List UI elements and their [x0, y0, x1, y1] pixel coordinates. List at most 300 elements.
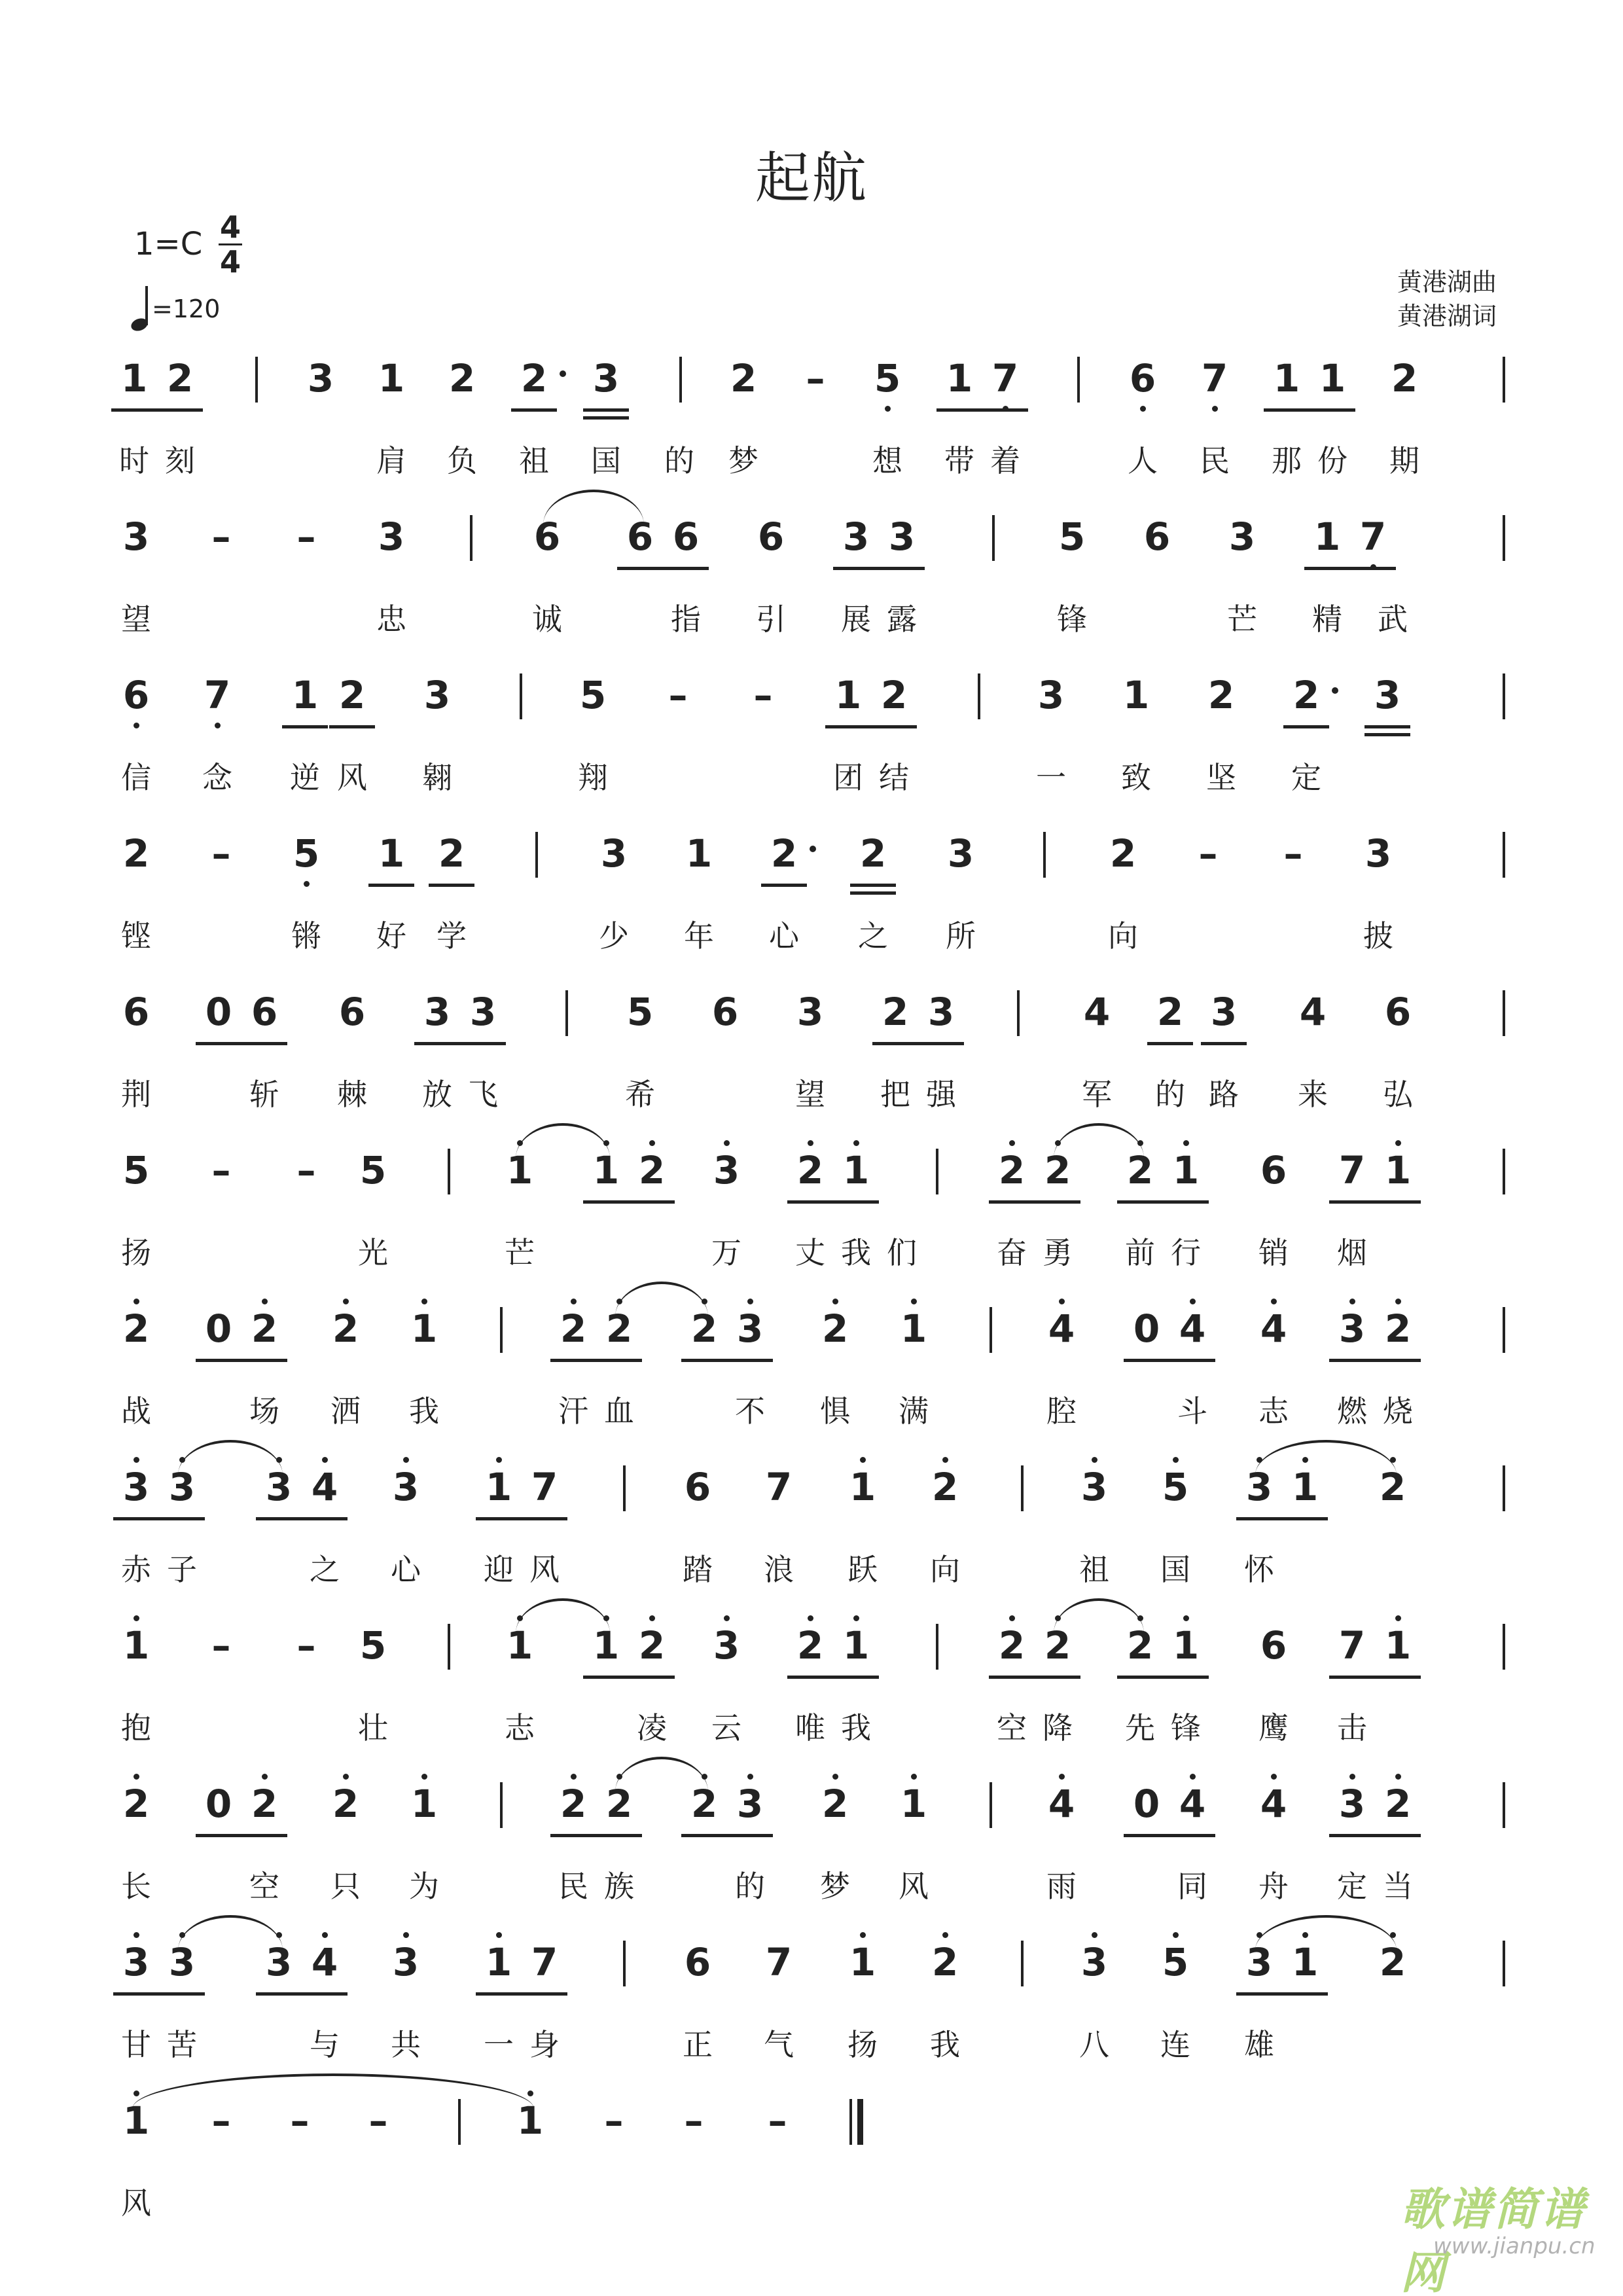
lyric-char: 八 [1079, 2027, 1109, 2062]
lyric-char: 想 [872, 443, 902, 478]
score-system [0, 987, 1623, 1147]
note-number: 0 [205, 990, 232, 1034]
lyric-char: 向 [1108, 918, 1138, 954]
beam-line [850, 891, 896, 895]
lyric-char: 的 [664, 443, 694, 478]
final-bar-thin [849, 2099, 852, 2145]
composer-credit: 黄港湖曲 [1397, 268, 1497, 296]
lyric-char: 惧 [820, 1393, 850, 1429]
octave-dot-high [808, 1140, 813, 1146]
bar-line [1021, 1941, 1024, 1986]
octave-dot-high [1092, 1932, 1097, 1938]
dash-extension: – [1283, 831, 1303, 876]
note-number: 1 [891, 1779, 936, 1829]
lyric-char: 锋 [1057, 601, 1087, 637]
beam-line [429, 884, 474, 887]
lyric-char: 空 [249, 1869, 279, 1904]
note-number: 6 [672, 514, 700, 559]
beam-line [850, 884, 896, 887]
lyric-char: 空 [997, 1710, 1027, 1746]
time-signature [216, 211, 245, 278]
note-number: 1 [1319, 356, 1346, 401]
dash-extension: – [604, 2098, 624, 2143]
lyric-char: 舟 [1258, 1869, 1289, 1904]
bar-line [1021, 1465, 1024, 1511]
beam-line [111, 408, 157, 412]
dash-extension: – [211, 831, 231, 876]
augmentation-dot [560, 370, 566, 377]
dash-extension: – [211, 1623, 231, 1668]
lyric-char: 希 [625, 1077, 655, 1112]
score-system [0, 512, 1623, 672]
lyric-char: 踏 [683, 1552, 713, 1587]
lyric-char: 行 [1171, 1235, 1201, 1270]
note-number: 5 [283, 829, 329, 878]
final-bar-thick [857, 2099, 863, 2145]
octave-dot-high [527, 2090, 533, 2096]
lyric-char: 带 [944, 443, 974, 478]
note-number: 2 [629, 1145, 675, 1195]
lyric-char: 抱 [121, 1710, 151, 1746]
lyric-char: 汗 [558, 1393, 588, 1429]
quarter-note-icon [131, 303, 147, 317]
bar-line [1503, 832, 1505, 878]
beam-line [833, 567, 879, 570]
lyric-char: 一 [484, 2027, 514, 2062]
bar-line [565, 990, 568, 1036]
note-number: 4 [1083, 990, 1111, 1034]
beam-line [596, 1834, 642, 1837]
note-number: 1 [1282, 1462, 1328, 1512]
note-number: 2 [113, 1779, 159, 1829]
octave-dot-high [134, 1615, 139, 1621]
lyric-char: 露 [887, 601, 917, 637]
note-number: 3 [1228, 514, 1256, 559]
octave-dot-high [1190, 1774, 1196, 1780]
beam-line [159, 1517, 205, 1520]
beam-line [241, 1359, 287, 1362]
note-number: 3 [888, 514, 916, 559]
lyric-char: 念 [202, 760, 232, 795]
lyric-char: 刻 [165, 443, 195, 478]
lyric-char: 降 [1043, 1710, 1073, 1746]
lyric-char: 国 [1160, 1552, 1190, 1587]
note-number: 2 [787, 1621, 833, 1670]
octave-dot-high [403, 1932, 409, 1938]
lyric-char: 着 [990, 443, 1020, 478]
lyric-char: 之 [310, 1552, 340, 1587]
beam-line [113, 1517, 159, 1520]
beam-line [159, 1992, 205, 1996]
note-number: 3 [307, 356, 334, 401]
note-number: 3 [600, 831, 628, 876]
bar-line [535, 832, 538, 878]
beam-line [1329, 1359, 1375, 1362]
beam-line [833, 1676, 879, 1679]
beam-line [1035, 1200, 1080, 1204]
octave-dot-high [322, 1932, 328, 1938]
note-number: 1 [507, 2096, 553, 2145]
beam-line [1329, 1200, 1375, 1204]
note-number: 3 [423, 673, 451, 717]
lyric-char: 浪 [764, 1552, 794, 1587]
note-number: 6 [113, 670, 159, 720]
lyric-char: 志 [1258, 1393, 1289, 1429]
beam-line [113, 1992, 159, 1996]
note-number: 5 [1058, 514, 1086, 559]
lyric-char: 芒 [505, 1235, 535, 1270]
lyric-char: 丈 [795, 1235, 825, 1270]
note-number: 3 [727, 1304, 773, 1354]
dash-extension: – [668, 673, 688, 717]
beam-line [414, 1042, 460, 1045]
beam-line [1124, 1359, 1169, 1362]
beam-line [825, 725, 871, 728]
lyric-char: 坚 [1206, 760, 1236, 795]
note-number: 1 [113, 1621, 159, 1670]
note-number: 0 [1133, 1306, 1160, 1351]
beam-line [596, 1359, 642, 1362]
note-number: 3 [842, 514, 870, 559]
beam-line [256, 1992, 302, 1996]
octave-dot-high [853, 1140, 859, 1146]
lyric-char: 前 [1125, 1235, 1155, 1270]
note-number: 2 [787, 1145, 833, 1195]
beam-line [550, 1359, 596, 1362]
lyric-char: 光 [358, 1235, 388, 1270]
lyric-char: 时 [119, 443, 149, 478]
lyric-char: 锋 [1171, 1710, 1201, 1746]
beam-line [918, 1042, 964, 1045]
note-number: 7 [1338, 1623, 1366, 1668]
note-number: 1 [1375, 1145, 1421, 1195]
note-number: 2 [812, 1779, 858, 1829]
note-number: 2 [323, 1304, 368, 1354]
octave-dot-high [403, 1457, 409, 1463]
note-number: 4 [302, 1937, 348, 1987]
lyric-char: 精 [1312, 601, 1342, 637]
note-number: 5 [359, 1623, 387, 1668]
lyric-char: 风 [121, 2185, 151, 2221]
note-number: 7 [1338, 1148, 1366, 1193]
lyric-char: 弘 [1383, 1077, 1413, 1112]
octave-dot-high [322, 1457, 328, 1463]
note-number: 2 [1117, 1145, 1163, 1195]
augmentation-dot [810, 846, 816, 852]
lyric-char: 结 [879, 760, 909, 795]
beam-line [329, 725, 375, 728]
note-number: 2 [989, 1145, 1035, 1195]
score-system [0, 2096, 1623, 2255]
lyric-char: 祖 [519, 443, 549, 478]
octave-dot-high [1183, 1615, 1189, 1621]
dash-extension: – [290, 2098, 310, 2143]
beam-line [157, 408, 203, 412]
note-number: 2 [1375, 1304, 1421, 1354]
lyric-char: 奋 [997, 1235, 1027, 1270]
note-number: 6 [1260, 1623, 1287, 1668]
note-number: 2 [1035, 1145, 1080, 1195]
beam-line [982, 408, 1028, 412]
note-number: 1 [113, 2096, 159, 2145]
note-number: 6 [533, 514, 561, 559]
watermark-url: www.jianpu.cn [1433, 2233, 1596, 2259]
note-number: 2 [596, 1304, 642, 1354]
lyric-char: 年 [684, 918, 714, 954]
lyric-char: 少 [599, 918, 629, 954]
note-number: 3 [1364, 831, 1392, 876]
note-number: 1 [378, 356, 405, 401]
note-number: 2 [113, 1304, 159, 1354]
dash-extension: – [768, 2098, 787, 2143]
note-number: 2 [989, 1621, 1035, 1670]
score-system [0, 670, 1623, 830]
lyric-char: 勇 [1043, 1235, 1073, 1270]
lyric-char: 所 [946, 918, 976, 954]
beam-line [663, 567, 709, 570]
lyric-char: 赤 [121, 1552, 151, 1587]
octave-dot-high [649, 1140, 655, 1146]
note-number: 2 [1117, 1621, 1163, 1670]
note-number: 3 [927, 990, 955, 1034]
bar-line [1503, 515, 1505, 561]
octave-dot-high [262, 1774, 268, 1780]
note-number: 5 [359, 1148, 387, 1193]
octave-dot-high [747, 1774, 753, 1780]
lyric-char: 长 [121, 1869, 151, 1904]
lyric-char: 为 [409, 1869, 439, 1904]
lyric-char: 翔 [578, 760, 608, 795]
bar-line [1503, 1624, 1505, 1670]
beam-line [196, 1834, 241, 1837]
lyric-char: 身 [529, 2027, 560, 2062]
note-number: 3 [378, 514, 405, 559]
octave-dot-high [1190, 1299, 1196, 1304]
note-number: 3 [383, 1937, 429, 1987]
note-number: 6 [1143, 514, 1171, 559]
octave-dot-high [262, 1299, 268, 1304]
note-number: 6 [757, 514, 785, 559]
octave-dot-high [1183, 1140, 1189, 1146]
beam-line [241, 1042, 287, 1045]
page-title: 起航 [755, 146, 868, 210]
dash-extension: – [211, 1148, 231, 1193]
octave-dot-high [571, 1774, 577, 1780]
bar-line [990, 1307, 992, 1353]
lyric-char: 的 [1155, 1077, 1185, 1112]
note-number: 7 [1350, 512, 1396, 562]
note-number: 5 [1152, 1462, 1198, 1512]
note-number: 4 [1251, 1304, 1296, 1354]
lyric-char: 定 [1291, 760, 1321, 795]
octave-dot-high [911, 1774, 917, 1780]
octave-dot-high [1349, 1299, 1355, 1304]
note-number: 7 [1192, 353, 1238, 403]
lyric-char: 人 [1128, 443, 1158, 478]
lyric-char: 望 [121, 601, 151, 637]
lyric-char: 凌 [637, 1710, 667, 1746]
note-number: 1 [1163, 1145, 1209, 1195]
note-number: 1 [120, 356, 148, 401]
bar-line [255, 357, 258, 403]
note-number: 2 [1370, 1462, 1416, 1512]
note-number: 6 [1120, 353, 1166, 403]
note-number: 2 [859, 831, 887, 876]
note-number: 2 [882, 990, 909, 1034]
lyric-char: 当 [1383, 1869, 1413, 1904]
note-number: 1 [946, 356, 973, 401]
note-number: 5 [579, 673, 607, 717]
lyric-char: 致 [1121, 760, 1151, 795]
lyric-char: 那 [1272, 443, 1302, 478]
octave-dot-high [911, 1299, 917, 1304]
lyric-char: 同 [1177, 1869, 1207, 1904]
note-number: 1 [891, 1304, 936, 1354]
octave-dot-high [496, 1932, 502, 1938]
note-number: 2 [241, 1779, 287, 1829]
lyric-char: 腔 [1046, 1393, 1077, 1429]
note-number: 6 [1384, 990, 1412, 1034]
note-number: 2 [761, 829, 807, 878]
octave-dot-high [724, 1140, 730, 1146]
note-number: 2 [596, 1779, 642, 1829]
lyric-char: 民 [558, 1869, 588, 1904]
note-number: 6 [684, 1465, 711, 1509]
note-number: 1 [1313, 514, 1341, 559]
lyric-char: 铿 [121, 918, 151, 954]
lyric-char: 路 [1209, 1077, 1239, 1112]
note-number: 1 [401, 1779, 447, 1829]
dash-extension: – [211, 514, 231, 559]
bar-line [679, 357, 682, 403]
octave-dot-high [496, 1457, 502, 1463]
note-number: 3 [1236, 1937, 1282, 1987]
lyric-char: 我 [841, 1235, 871, 1270]
octave-dot-high [343, 1774, 349, 1780]
note-number: 2 [550, 1779, 596, 1829]
note-number: 6 [684, 1940, 711, 1984]
beam-line [1375, 1200, 1421, 1204]
note-number: 2 [1283, 670, 1329, 720]
note-number: 4 [1299, 990, 1327, 1034]
time-signature-top: 4 [219, 209, 241, 245]
lyric-char: 万 [711, 1235, 741, 1270]
lyric-char: 锵 [291, 918, 321, 954]
octave-dot-low [1140, 406, 1146, 412]
score-system [0, 1462, 1623, 1622]
lyric-char: 望 [795, 1077, 825, 1112]
note-number: 1 [476, 1937, 522, 1987]
lyric-char: 定 [1337, 1869, 1367, 1904]
lyric-char: 子 [167, 1552, 197, 1587]
octave-dot-high [134, 2090, 139, 2096]
lyric-char: 信 [121, 760, 151, 795]
octave-dot-high [343, 1299, 349, 1304]
lyric-char: 梦 [728, 443, 758, 478]
beam-line [681, 1359, 727, 1362]
note-number: 1 [1122, 673, 1150, 717]
note-number: 3 [383, 1462, 429, 1512]
dash-extension: – [684, 2098, 704, 2143]
octave-dot-high [134, 1457, 139, 1463]
bar-line [1503, 1307, 1505, 1353]
note-number: 2 [122, 831, 150, 876]
score-system [0, 829, 1623, 988]
bar-line [448, 1149, 450, 1194]
note-number: 3 [159, 1937, 205, 1987]
note-number: 4 [1251, 1779, 1296, 1829]
octave-dot-high [1395, 1299, 1401, 1304]
lyric-char: 引 [756, 601, 786, 637]
lyric-char: 把 [880, 1077, 910, 1112]
lyric-char: 共 [391, 2027, 421, 2062]
octave-dot-low [215, 723, 221, 728]
beam-line [879, 567, 925, 570]
bar-line [1503, 1782, 1505, 1828]
note-number: 1 [583, 1621, 629, 1670]
note-number: 3 [1037, 673, 1065, 717]
octave-dot-high [832, 1774, 838, 1780]
bar-line [500, 1782, 503, 1828]
note-number: 2 [730, 356, 757, 401]
note-number: 3 [256, 1937, 302, 1987]
dash-extension: – [1198, 831, 1218, 876]
note-number: 2 [1109, 831, 1137, 876]
lyric-char: 扬 [847, 2027, 878, 2062]
note-number: 1 [291, 673, 319, 717]
octave-dot-low [304, 881, 310, 887]
beam-line [1375, 1834, 1421, 1837]
lyric-char: 先 [1125, 1710, 1155, 1746]
note-number: 3 [113, 1937, 159, 1987]
note-number: 1 [834, 673, 862, 717]
score-system [0, 1779, 1623, 1939]
bar-line [470, 515, 473, 561]
note-number: 2 [629, 1621, 675, 1670]
note-number: 3 [796, 990, 824, 1034]
note-number: 1 [1375, 1621, 1421, 1670]
octave-dot-high [808, 1615, 813, 1621]
beam-line [460, 1042, 506, 1045]
note-number: 3 [1374, 673, 1401, 717]
beam-line [629, 1200, 675, 1204]
note-number: 2 [241, 1304, 287, 1354]
lyricist-credit: 黄港湖词 [1397, 302, 1497, 331]
note-number: 7 [982, 353, 1028, 403]
beam-line [787, 1200, 833, 1204]
octave-dot-high [134, 1299, 139, 1304]
tempo-value: =120 [152, 295, 221, 323]
lyric-char: 棘 [337, 1077, 367, 1112]
lyric-char: 击 [1337, 1710, 1367, 1746]
augmentation-dot [1332, 687, 1338, 694]
score-system [0, 353, 1623, 513]
lyric-char: 心 [769, 918, 799, 954]
note-number: 6 [711, 990, 739, 1034]
dash-extension: – [296, 1148, 316, 1193]
lyric-char: 放 [422, 1077, 452, 1112]
beam-line [1364, 725, 1410, 728]
lyric-char: 祖 [1079, 1552, 1109, 1587]
note-number: 4 [1169, 1304, 1215, 1354]
lyric-char: 指 [671, 601, 701, 637]
beam-line [787, 1676, 833, 1679]
bar-line [1043, 832, 1046, 878]
lyric-char: 迎 [484, 1552, 514, 1587]
octave-dot-high [942, 1457, 948, 1463]
key-signature: 1=C [134, 226, 203, 262]
note-number: 1 [378, 831, 405, 876]
